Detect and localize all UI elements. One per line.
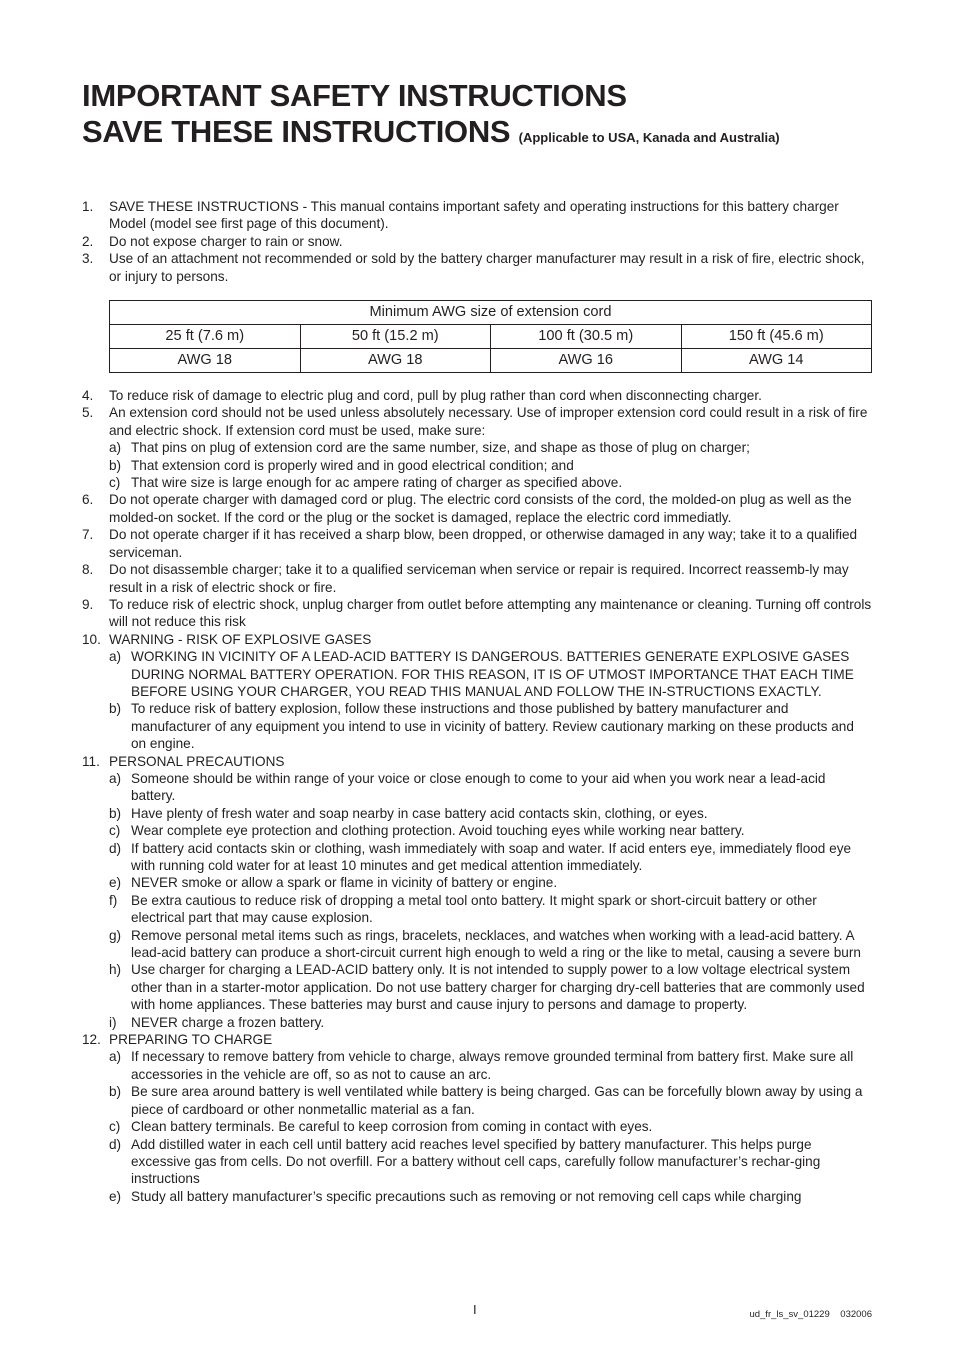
sub-text: Someone should be within range of your voice or close enough to come to your aid when you work near a lead-acid battery. [131, 770, 826, 804]
sub-text: Be sure area around battery is well ventilated while battery is being charged. Gas can be forcefully blown away by using a piece of cardboard or other nonmetallic material as a fan. [131, 1084, 863, 1117]
item-text: Do not disassemble charger; take it to a qualified serviceman when service or repair is required. Incorrect reassemb-ly may result in a risk of electric shock or fire. [109, 562, 849, 595]
list-item [82, 233, 872, 250]
sub-item [82, 961, 872, 1013]
sub-text: Clean battery terminals. Be careful to keep corrosion from coming in contact with eyes. [131, 1119, 653, 1135]
sub-letter: b) [109, 805, 122, 821]
sub-text: To reduce risk of battery explosion, follow these instructions and those published by battery manufacturer and manufacturer of any equipment you intend to use in vicinity of battery. Review cautionary marking on these products and on engine. [131, 701, 854, 752]
sub-letter: a) [109, 770, 122, 786]
sub-item [82, 700, 872, 752]
sub-text: Add distilled water in each cell until battery acid reaches level specified by battery manufacturer. This helps purge excessive gas from cells. Do not overfill. For a battery without cell caps, carefully follow manufacturer’s rechar-ging instructions [131, 1136, 821, 1187]
page-number: I [473, 1302, 477, 1317]
sub-letter: h) [109, 962, 122, 978]
sub-text: NEVER charge a frozen battery. [131, 1014, 325, 1030]
extension-cord-table [109, 300, 872, 373]
sub-letter: a) [109, 1049, 122, 1065]
table-cell-length: 25 ft (7.6 m) [110, 325, 301, 349]
item-number: 9. [82, 596, 94, 612]
document-page [82, 78, 872, 1205]
item-text: An extension cord should not be used unless absolutely necessary. Use of improper extension cord could result in a risk of fire and electric shock. If extension cord must be used, make sure: [109, 405, 868, 438]
table-row [110, 325, 872, 349]
sub-text: Have plenty of fresh water and soap nearby in case battery acid contacts skin, clothing, or eyes. [131, 805, 708, 821]
sub-text: If necessary to remove battery from vehicle to charge, always remove grounded terminal from battery first. Make sure all accessories in the vehicle are off, so as not to cause an arc. [131, 1049, 854, 1082]
sub-text: If battery acid contacts skin or clothing, wash immediately with soap and water. If acid enters eye, immediately flood eye with running cold water for at least 10 minutes and get medical attention immediately. [131, 840, 852, 873]
item-number: 2. [82, 233, 94, 249]
table-row [110, 349, 872, 373]
sub-letter: i) [109, 1014, 117, 1030]
sub-item [82, 822, 872, 839]
list-item [82, 198, 872, 233]
table-cell-size: AWG 18 [300, 349, 491, 373]
sub-text: Wear complete eye protection and clothing protection. Avoid touching eyes while working near battery. [131, 823, 745, 839]
sub-letter: f) [109, 892, 118, 908]
sub-item [82, 1136, 872, 1188]
sub-letter: a) [109, 649, 122, 665]
table-cell-length: 150 ft (45.6 m) [681, 325, 872, 349]
sub-item [82, 474, 872, 491]
sub-item [82, 1083, 872, 1118]
sub-item [82, 1048, 872, 1083]
sub-item [82, 439, 872, 456]
title-note: (Applicable to USA, Kanada and Australia) [518, 130, 780, 145]
table-cell-length: 50 ft (15.2 m) [300, 325, 491, 349]
sub-item [82, 1188, 872, 1205]
item-number: 7. [82, 527, 94, 543]
sub-item [82, 1014, 872, 1031]
table-cell-length: 100 ft (30.5 m) [491, 325, 682, 349]
sub-letter: e) [109, 1188, 122, 1204]
instructions-list [82, 198, 872, 1205]
item-number: 11. [82, 753, 100, 769]
sub-letter: c) [109, 1119, 121, 1135]
sub-text: Remove personal metal items such as rings, bracelets, necklaces, and watches when working with a lead-acid battery. A lead-acid battery can produce a short-circuit current high enough to weld a ring or the like to metal, causing a severe burn [131, 927, 861, 961]
sub-item [82, 805, 872, 822]
list-item [82, 250, 872, 285]
sub-text: Be extra cautious to reduce risk of dropping a metal tool onto battery. It might spark or short-circuit battery or other electrical part that may cause explosion. [131, 892, 817, 926]
sub-text: Use charger for charging a LEAD-ACID battery only. It is not intended to supply power to a low voltage electrical system other than in a starter-motor application. Do not use battery charger for charging dry-cell batteries that are commonly used with home appliances. These batteries may burst and cause injury to persons and damage to property. [131, 962, 865, 1013]
sub-text: That wire size is large enough for ac ampere rating of charger as specified above. [131, 475, 623, 491]
item-number: 4. [82, 388, 94, 404]
item-number: 10. [82, 631, 101, 647]
item-number: 3. [82, 251, 94, 267]
sub-item [82, 1118, 872, 1135]
sub-item [82, 892, 872, 927]
sub-letter: c) [109, 475, 121, 491]
list-item [82, 491, 872, 526]
sub-item [82, 927, 872, 962]
sub-item [82, 874, 872, 891]
item-text: Do not expose charger to rain or snow. [109, 233, 343, 249]
list-item [82, 387, 872, 404]
sub-letter: b) [109, 457, 122, 473]
sub-text: WORKING IN VICINITY OF A LEAD-ACID BATTERY IS DANGEROUS. BATTERIES GENERATE EXPLOSIVE GASES DURING NORMAL BATTERY OPERATION. FOR THIS REASON, IT IS OF UTMOST IMPORTANCE THAT EACH TIME BEFORE USING YOUR CHARGER, YOU READ THIS MANUAL AND FOLLOW THE IN-STRUCTIONS EXACTLY. [131, 649, 854, 699]
table-caption: Minimum AWG size of extension cord [110, 301, 872, 325]
list-item [82, 526, 872, 561]
sub-item [82, 457, 872, 474]
table-cell-size: AWG 14 [681, 349, 872, 373]
item-text: To reduce risk of damage to electric plug and cord, pull by plug rather than cord when disconnecting charger. [109, 388, 762, 404]
sub-text: Study all battery manufacturer’s specific precautions such as removing or not removing cell caps while charging [131, 1188, 802, 1204]
list-item [82, 404, 872, 439]
table-cell-size: AWG 16 [491, 349, 682, 373]
sub-item [82, 840, 872, 875]
item-number: 12. [82, 1032, 101, 1048]
sub-letter: g) [109, 927, 122, 943]
item-number: 6. [82, 492, 94, 508]
sub-letter: e) [109, 875, 122, 891]
item-number: 1. [82, 199, 94, 214]
list-item [82, 561, 872, 596]
sub-letter: b) [109, 1084, 122, 1100]
sub-text: NEVER smoke or allow a spark or flame in vicinity of battery or engine. [131, 875, 558, 891]
list-item [82, 1031, 872, 1048]
table-cell-size: AWG 18 [110, 349, 301, 373]
sub-letter: d) [109, 1136, 122, 1152]
sub-letter: d) [109, 840, 122, 856]
item-number: 8. [82, 562, 94, 578]
item-text: To reduce risk of electric shock, unplug charger from outlet before attempting any maintenance or cleaning. Turning off controls will not reduce this risk [109, 596, 872, 630]
item-text: SAVE THESE INSTRUCTIONS - This manual contains important safety and operating instructions for this battery charger Model (model see first page of this document). [109, 199, 839, 232]
sub-item [82, 770, 872, 805]
list-item [82, 631, 872, 648]
sub-text: That extension cord is properly wired and in good electrical condition; and [131, 457, 574, 473]
item-number: 5. [82, 405, 94, 421]
item-text: Do not operate charger if it has received a sharp blow, been dropped, or otherwise damaged in any way; take it to a qualified serviceman. [109, 527, 858, 560]
sub-letter: c) [109, 823, 121, 839]
title-line-1: IMPORTANT SAFETY INSTRUCTIONS [82, 78, 627, 113]
title-line-2-text: SAVE THESE INSTRUCTIONS [82, 114, 511, 149]
item-text: PERSONAL PRECAUTIONS [109, 753, 285, 769]
item-text: Do not operate charger with damaged cord or plug. The electric cord consists of the cord, the molded-on plug as well as the molded-on socket. If the cord or the plug or the socket is damaged, replace the electric cord immediatly. [109, 492, 852, 525]
sub-item [82, 648, 872, 700]
item-text: Use of an attachment not recommended or sold by the battery charger manufacturer may result in a risk of fire, electric shock, or injury to persons. [109, 251, 865, 284]
document-code: ud_fr_ls_sv_01229 032006 [749, 1309, 872, 1320]
sub-letter: a) [109, 440, 122, 456]
sub-text: That pins on plug of extension cord are the same number, size, and shape as those of plug on charger; [131, 440, 750, 456]
sub-letter: b) [109, 701, 122, 717]
list-item [82, 753, 872, 770]
item-text: PREPARING TO CHARGE [109, 1032, 273, 1048]
table-caption-row [110, 301, 872, 325]
item-text: WARNING - RISK OF EXPLOSIVE GASES [109, 631, 372, 647]
list-item [82, 596, 872, 631]
title-line-2 [82, 114, 872, 156]
